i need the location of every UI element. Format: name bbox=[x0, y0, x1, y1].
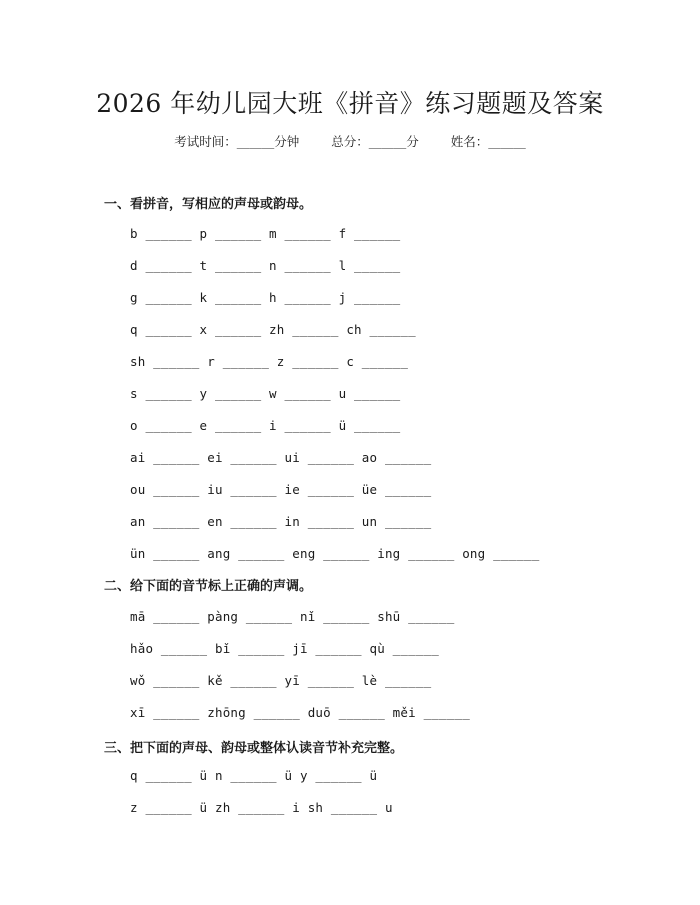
section-2-heading: 二、给下面的音节标上正确的声调。 bbox=[104, 579, 313, 594]
section-1-row: sh ______ r ______ z ______ c ______ bbox=[130, 354, 409, 369]
section-1-row: ai ______ ei ______ ui ______ ao ______ bbox=[130, 450, 432, 465]
section-3-heading: 三、把下面的声母、韵母或整体认读音节补充完整。 bbox=[104, 741, 404, 756]
section-1-row: s ______ y ______ w ______ u ______ bbox=[130, 386, 401, 401]
section-1-row: q ______ x ______ zh ______ ch ______ bbox=[130, 322, 416, 337]
total-score-field: 总分：______分 bbox=[331, 134, 419, 149]
section-1-row: b ______ p ______ m ______ f ______ bbox=[130, 226, 401, 241]
exam-meta bbox=[0, 132, 700, 150]
exam-time-field: 考试时间：______分钟 bbox=[174, 134, 300, 149]
section-2-row: xī ______ zhōng ______ duō ______ měi ______ bbox=[130, 705, 470, 720]
section-1-row: g ______ k ______ h ______ j ______ bbox=[130, 290, 401, 305]
section-3-row: z ______ ü zh ______ i sh ______ u bbox=[130, 800, 393, 815]
section-2-row: wǒ ______ kě ______ yī ______ lè ______ bbox=[130, 673, 432, 688]
student-name-field: 姓名：______ bbox=[450, 134, 526, 149]
section-1-row: d ______ t ______ n ______ l ______ bbox=[130, 258, 401, 273]
section-2-row: mā ______ pàng ______ nǐ ______ shū ______ bbox=[130, 609, 455, 624]
section-1-row: ün ______ ang ______ eng ______ ing ______ ong ______ bbox=[130, 546, 540, 561]
page-title: 2026 年幼儿园大班《拼音》练习题题及答案 bbox=[96, 89, 604, 118]
section-1-row: ou ______ iu ______ ie ______ üe ______ bbox=[130, 482, 432, 497]
section-3-row: q ______ ü n ______ ü y ______ ü bbox=[130, 768, 378, 783]
section-1-heading: 一、看拼音，写相应的声母或韵母。 bbox=[104, 197, 313, 212]
section-2-row: hǎo ______ bǐ ______ jī ______ qù ______ bbox=[130, 641, 440, 656]
section-1-row: o ______ e ______ i ______ ü ______ bbox=[130, 418, 401, 433]
section-1-row: an ______ en ______ in ______ un ______ bbox=[130, 514, 432, 529]
